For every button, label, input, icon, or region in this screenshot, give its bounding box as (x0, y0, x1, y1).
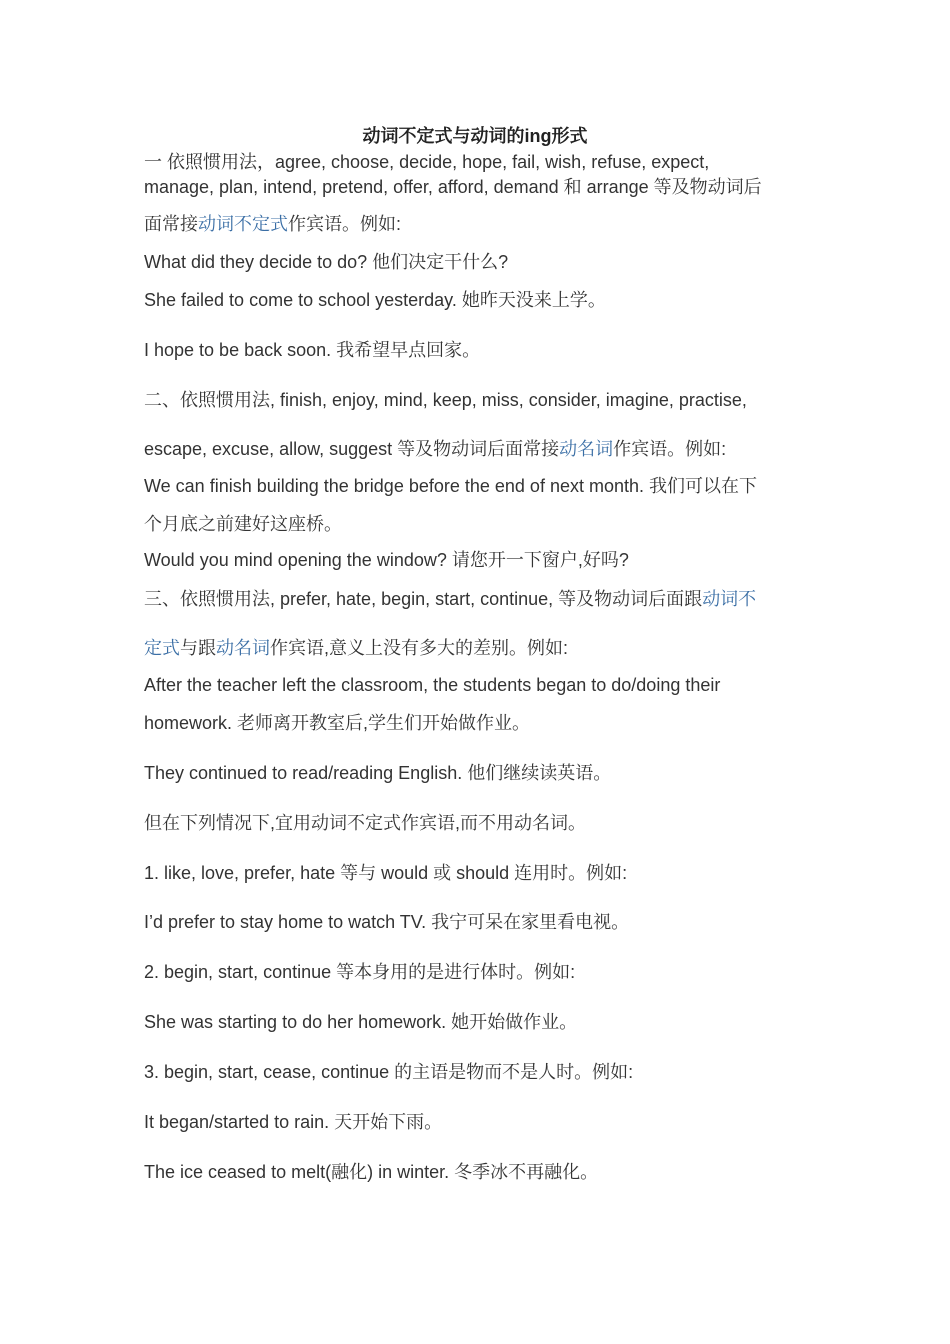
text-segment: 1. like, love, prefer, hate 等与 would 或 should 连用时。例如: (144, 863, 628, 883)
text-line (144, 673, 824, 697)
text-segment: They continued to read/reading English. 他们继续读英语。 (144, 763, 612, 783)
text-segment: homework. 老师离开教室后,学生们开始做作业。 (144, 713, 531, 733)
text-segment: 作宾语。例如: (613, 439, 727, 459)
text-segment: 一 依照惯用法，agree, choose, decide, hope, fail, wish, refuse, expect, (144, 152, 710, 172)
text-segment: 与跟 (180, 638, 216, 658)
text-segment: We can finish building the bridge before the end of next month. 我们可以在下 (144, 476, 757, 496)
text-segment: escape, excuse, allow, suggest 等及物动词后面常接 (144, 439, 560, 459)
text-segment: What did they decide to do? 他们决定干什么? (144, 252, 509, 272)
text-line (144, 548, 824, 572)
text-line (144, 175, 824, 199)
text-line (144, 910, 824, 934)
text-segment: It began/started to rain. 天开始下雨。 (144, 1112, 443, 1132)
text-line (144, 811, 824, 835)
text-segment: 作宾语,意义上没有多大的差别。例如: (270, 638, 569, 658)
text-line (144, 1160, 824, 1184)
page-title: 动词不定式与动词的ing形式 (362, 126, 588, 146)
text-segment: After the teacher left the classroom, the students began to do/doing their (144, 675, 721, 695)
text-line (144, 212, 824, 236)
text-line (144, 711, 824, 735)
text-line (144, 150, 824, 174)
text-segment: She was starting to do her homework. 她开始做作业。 (144, 1012, 578, 1032)
text-segment: 个月底之前建好这座桥。 (144, 514, 342, 534)
highlighted-term: 动词不定式 (198, 214, 288, 234)
text-line (144, 437, 824, 461)
text-segment: Would you mind opening the window? 请您开一下窗户,好吗? (144, 550, 629, 570)
text-line (144, 1060, 824, 1084)
text-line (144, 761, 824, 785)
text-segment: 但在下列情况下,宜用动词不定式作宾语,而不用动名词。 (144, 813, 586, 833)
text-segment: 面常接 (144, 214, 198, 234)
text-line (144, 288, 824, 312)
text-line (144, 1110, 824, 1134)
text-line (144, 338, 824, 362)
text-line (144, 250, 824, 274)
text-segment: 作宾语。例如: (288, 214, 402, 234)
highlighted-term: 动名词 (559, 439, 614, 459)
text-segment: I’d prefer to stay home to watch TV. 我宁可呆在家里看电视。 (144, 912, 630, 932)
text-segment: 三、依照惯用法, prefer, hate, begin, start, continue, 等及物动词后面跟 (144, 589, 703, 609)
text-segment: 3. begin, start, cease, continue 的主语是物而不是人时。例如: (144, 1062, 634, 1082)
text-segment: manage, plan, intend, pretend, offer, afford, demand 和 arrange 等及物动词后 (144, 177, 762, 197)
text-segment: She failed to come to school yesterday. 她昨天没来上学。 (144, 290, 606, 310)
text-line (144, 861, 824, 885)
text-line (144, 1010, 824, 1034)
text-line (144, 960, 824, 984)
text-line (144, 512, 824, 536)
text-line (144, 474, 824, 498)
highlighted-term: 定式 (144, 638, 180, 658)
text-segment: The ice ceased to melt(融化) in winter. 冬季冰不再融化。 (144, 1162, 599, 1182)
highlighted-term: 动名词 (216, 638, 270, 658)
highlighted-term: 动词不 (702, 589, 757, 609)
text-segment: 二、依照惯用法, finish, enjoy, mind, keep, miss, consider, imagine, practise, (144, 390, 747, 410)
text-segment: I hope to be back soon. 我希望早点回家。 (144, 340, 481, 360)
text-line (144, 388, 824, 412)
text-line (144, 636, 824, 660)
text-line (144, 587, 824, 611)
text-segment: 2. begin, start, continue 等本身用的是进行体时。例如: (144, 962, 576, 982)
